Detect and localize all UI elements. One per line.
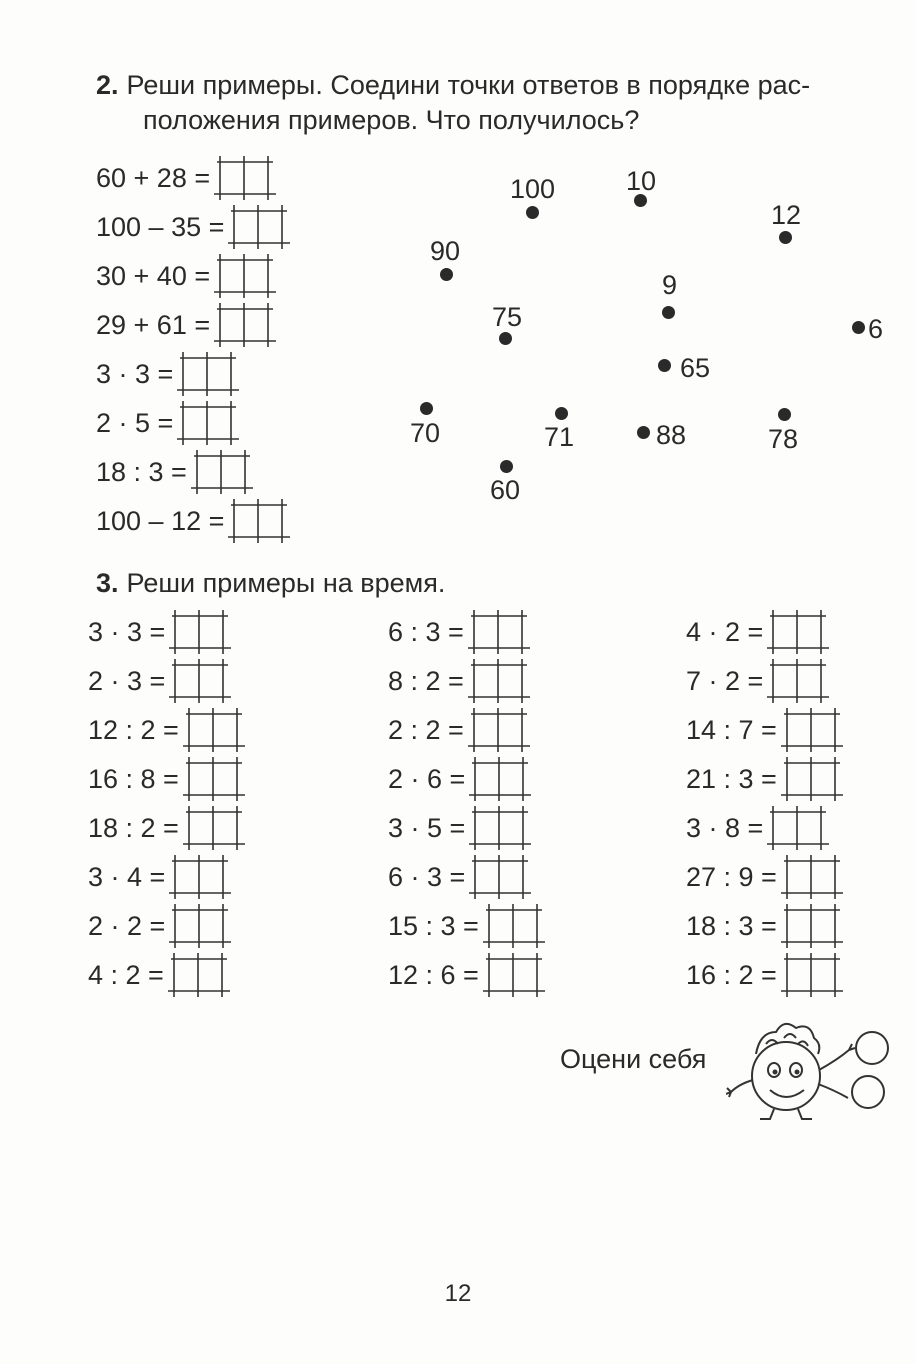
example-row: [388, 906, 545, 946]
answer-grid[interactable]: [183, 806, 245, 850]
example-row: [88, 906, 231, 946]
answer-dot-label: 60: [490, 475, 521, 505]
example-text: 2 · 5 =: [96, 407, 174, 438]
answer-grid[interactable]: [177, 352, 239, 396]
example-row: [686, 955, 843, 995]
answer-dot-label: 100: [510, 174, 556, 204]
answer-dot-label: 78: [768, 424, 799, 454]
answer-dot[interactable]: [420, 402, 433, 415]
example-row: [88, 612, 231, 652]
example-text: 3 · 3 =: [88, 616, 166, 647]
answer-grid[interactable]: [781, 708, 843, 752]
example-text: 12 : 6 =: [388, 959, 479, 990]
answer-grid[interactable]: [483, 904, 545, 948]
example-text: 14 : 7 =: [686, 714, 777, 745]
example-text: 3 · 5 =: [388, 812, 466, 843]
example-row: [686, 612, 829, 652]
example-row: [88, 661, 231, 701]
example-row: [96, 256, 276, 296]
example-row: [88, 857, 231, 897]
answer-dot-label: 10: [626, 166, 657, 196]
answer-grid[interactable]: [191, 450, 253, 494]
example-text: 8 : 2 =: [388, 665, 464, 696]
answer-dot[interactable]: [499, 332, 512, 345]
example-row: [686, 808, 829, 848]
example-text: 27 : 9 =: [686, 861, 777, 892]
answer-dot-label: 65: [680, 353, 711, 383]
example-row: [96, 354, 239, 394]
example-text: 100 – 12 =: [96, 505, 225, 536]
answer-grid[interactable]: [781, 953, 843, 997]
task2-heading: [96, 66, 810, 104]
task2-number: 2.: [96, 70, 119, 100]
example-text: 2 : 2 =: [388, 714, 464, 745]
answer-dot[interactable]: [658, 359, 671, 372]
answer-dot-label: 9: [662, 270, 678, 300]
example-row: [96, 501, 290, 541]
example-text: 12 : 2 =: [88, 714, 179, 745]
example-text: 4 : 2 =: [88, 959, 164, 990]
answer-grid[interactable]: [214, 156, 276, 200]
answer-grid[interactable]: [767, 659, 829, 703]
answer-grid[interactable]: [214, 254, 276, 298]
answer-dot-label: 6: [868, 314, 884, 344]
example-row: [388, 661, 530, 701]
answer-dot[interactable]: [440, 268, 453, 281]
page-number: 12: [444, 1280, 472, 1307]
answer-grid[interactable]: [168, 953, 230, 997]
example-row: [88, 710, 245, 750]
example-row: [388, 759, 531, 799]
answer-dot[interactable]: [662, 306, 675, 319]
answer-grid[interactable]: [469, 855, 531, 899]
example-row: [686, 857, 843, 897]
example-text: 3 · 4 =: [88, 861, 166, 892]
answer-dot-label: 88: [656, 420, 687, 450]
answer-dot-label: 70: [410, 418, 441, 448]
example-text: 2 · 6 =: [388, 763, 466, 794]
example-row: [96, 158, 276, 198]
answer-grid[interactable]: [468, 610, 530, 654]
answer-dot[interactable]: [852, 321, 865, 334]
answer-grid[interactable]: [177, 401, 239, 445]
answer-grid[interactable]: [781, 757, 843, 801]
answer-grid[interactable]: [169, 904, 231, 948]
example-text: 60 + 28 =: [96, 162, 211, 193]
example-text: 30 + 40 =: [96, 260, 211, 291]
example-row: [388, 612, 530, 652]
smiley-circle-option[interactable]: [856, 1032, 888, 1064]
plain-circle-option[interactable]: [852, 1076, 884, 1108]
example-text: 3 · 3 =: [96, 358, 174, 389]
answer-grid[interactable]: [767, 806, 829, 850]
example-text: 6 · 3 =: [388, 861, 466, 892]
example-row: [88, 759, 245, 799]
example-text: 6 : 3 =: [388, 616, 464, 647]
example-row: [388, 808, 531, 848]
answer-dot[interactable]: [779, 231, 792, 244]
example-row: [686, 661, 829, 701]
example-row: [96, 403, 239, 443]
example-row: [88, 955, 230, 995]
answer-grid[interactable]: [468, 659, 530, 703]
answer-grid[interactable]: [183, 708, 245, 752]
answer-dot[interactable]: [526, 206, 539, 219]
example-row: [686, 906, 843, 946]
answer-dot-label: 12: [771, 200, 802, 230]
answer-grid[interactable]: [781, 904, 843, 948]
example-text: 18 : 3 =: [96, 456, 187, 487]
answer-grid[interactable]: [483, 953, 545, 997]
example-text: 3 · 8 =: [686, 812, 764, 843]
answer-dot[interactable]: [555, 407, 568, 420]
answer-grid[interactable]: [228, 205, 290, 249]
example-text: 15 : 3 =: [388, 910, 479, 941]
example-text: 29 + 61 =: [96, 309, 211, 340]
example-row: [388, 955, 545, 995]
answer-grid[interactable]: [767, 610, 829, 654]
example-text: 18 : 2 =: [88, 812, 179, 843]
answer-dot-label: 90: [430, 236, 461, 266]
example-row: [96, 207, 290, 247]
answer-grid[interactable]: [469, 757, 531, 801]
task3-text: Реши примеры на время.: [126, 568, 446, 598]
answer-dot-label: 71: [544, 422, 575, 452]
example-text: 2 · 2 =: [88, 910, 166, 941]
example-text: 4 · 2 =: [686, 616, 764, 647]
answer-dot[interactable]: [778, 408, 791, 421]
smiley-character-illustration: [726, 1014, 896, 1124]
example-text: 16 : 8 =: [88, 763, 179, 794]
answer-grid[interactable]: [468, 708, 530, 752]
answer-grid[interactable]: [469, 806, 531, 850]
example-text: 7 · 2 =: [686, 665, 764, 696]
answer-grid[interactable]: [183, 757, 245, 801]
example-row: [96, 452, 253, 492]
example-text: 100 – 35 =: [96, 211, 225, 242]
example-row: [388, 710, 530, 750]
example-row: [686, 710, 843, 750]
answer-grid[interactable]: [169, 659, 231, 703]
answer-dot[interactable]: [500, 460, 513, 473]
example-row: [96, 305, 276, 345]
example-text: 2 · 3 =: [88, 665, 166, 696]
answer-dot-label: 75: [492, 302, 523, 332]
task2-text-line1: Реши примеры. Соедини точки ответов в порядке рас-: [126, 70, 811, 100]
answer-grid[interactable]: [228, 499, 290, 543]
answer-grid[interactable]: [169, 610, 231, 654]
example-text: 16 : 2 =: [686, 959, 777, 990]
example-row: [686, 759, 843, 799]
example-text: 21 : 3 =: [686, 763, 777, 794]
answer-grid[interactable]: [214, 303, 276, 347]
example-text: 18 : 3 =: [686, 910, 777, 941]
task3-heading: [96, 564, 445, 602]
task2-text-line2: положения примеров. Что получилось?: [143, 105, 640, 135]
self-assessment-label: Оцени себя: [560, 1044, 707, 1074]
answer-dot[interactable]: [637, 426, 650, 439]
answer-grid[interactable]: [781, 855, 843, 899]
answer-grid[interactable]: [169, 855, 231, 899]
task3-number: 3.: [96, 568, 119, 598]
example-row: [388, 857, 531, 897]
example-row: [88, 808, 245, 848]
